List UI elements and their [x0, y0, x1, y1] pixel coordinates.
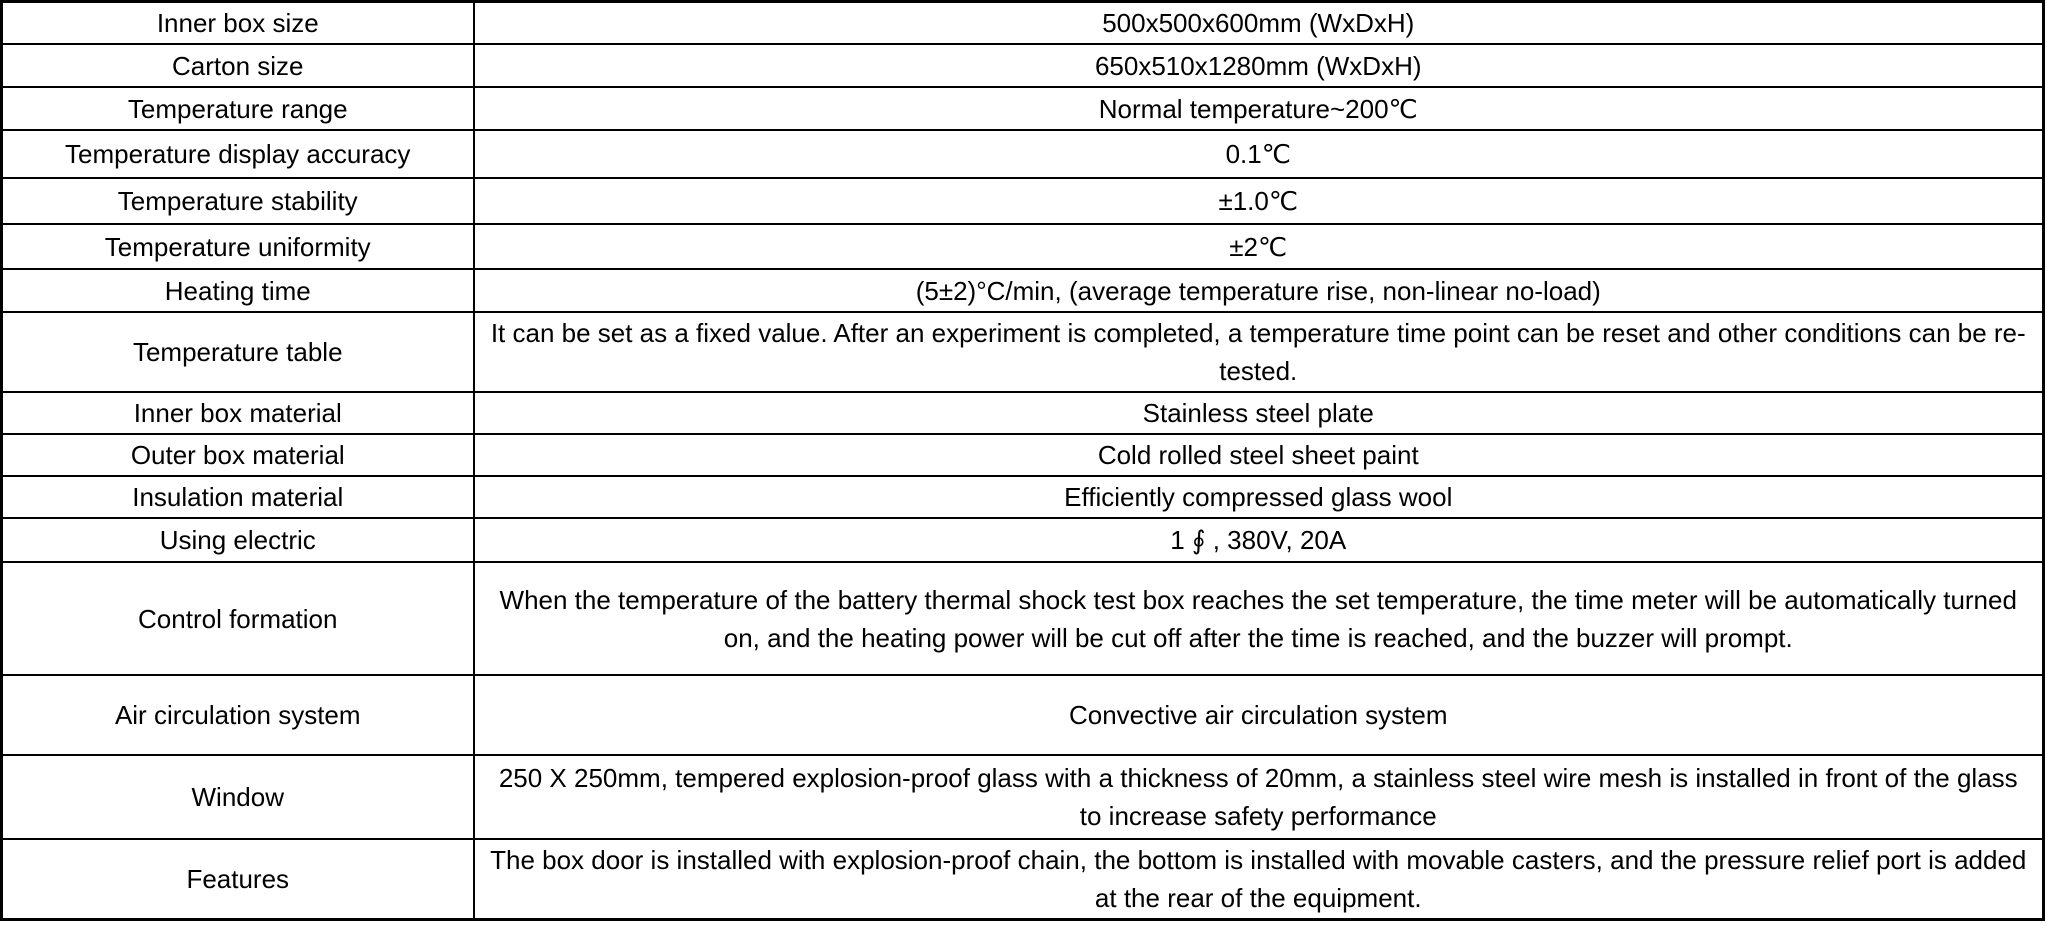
table-row [2, 2, 2044, 45]
spec-value: 500x500x600mm (WxDxH) [474, 2, 2044, 45]
table-row [2, 87, 2044, 130]
spec-label: Temperature table [2, 312, 474, 392]
spec-value: When the temperature of the battery thermal shock test box reaches the set temperature, the time meter will be automatically turned on, and the heating power will be cut off after the time is reached, and the buzzer will prompt. [474, 562, 2044, 675]
spec-label: Window [2, 755, 474, 839]
spec-label: Inner box size [2, 2, 474, 45]
spec-label: Temperature uniformity [2, 224, 474, 269]
table-row [2, 755, 2044, 839]
table-row [2, 562, 2044, 675]
spec-label: Carton size [2, 44, 474, 87]
spec-value: (5±2)°C/min, (average temperature rise, non-linear no-load) [474, 269, 2044, 312]
spec-label: Control formation [2, 562, 474, 675]
table-row [2, 839, 2044, 920]
spec-value: 250 X 250mm, tempered explosion-proof glass with a thickness of 20mm, a stainless steel wire mesh is installed in front of the glass to increase safety performance [474, 755, 2044, 839]
spec-label: Temperature stability [2, 178, 474, 224]
table-row [2, 518, 2044, 562]
spec-value: Stainless steel plate [474, 392, 2044, 434]
spec-label: Temperature range [2, 87, 474, 130]
spec-value: ±1.0℃ [474, 178, 2044, 224]
spec-value: Normal temperature~200℃ [474, 87, 2044, 130]
spec-label: Insulation material [2, 476, 474, 518]
table-row [2, 476, 2044, 518]
table-row [2, 178, 2044, 224]
spec-label: Features [2, 839, 474, 920]
table-row [2, 312, 2044, 392]
table-row [2, 434, 2044, 476]
spec-table-body [2, 2, 2044, 920]
spec-label: Air circulation system [2, 675, 474, 755]
spec-value: The box door is installed with explosion-proof chain, the bottom is installed with movable casters, and the pressure relief port is added at the rear of the equipment. [474, 839, 2044, 920]
spec-value: 1 ∮ , 380V, 20A [474, 518, 2044, 562]
table-row [2, 392, 2044, 434]
spec-label: Outer box material [2, 434, 474, 476]
spec-value: 650x510x1280mm (WxDxH) [474, 44, 2044, 87]
table-row [2, 224, 2044, 269]
spec-value: 0.1℃ [474, 130, 2044, 178]
spec-label: Using electric [2, 518, 474, 562]
spec-value: Convective air circulation system [474, 675, 2044, 755]
table-row [2, 675, 2044, 755]
spec-label: Inner box material [2, 392, 474, 434]
spec-value: ±2℃ [474, 224, 2044, 269]
spec-value: Efficiently compressed glass wool [474, 476, 2044, 518]
spec-label: Temperature display accuracy [2, 130, 474, 178]
table-row [2, 44, 2044, 87]
spec-value: It can be set as a fixed value. After an experiment is completed, a temperature time point can be reset and other conditions can be re-tested. [474, 312, 2044, 392]
table-row [2, 130, 2044, 178]
spec-label: Heating time [2, 269, 474, 312]
spec-value: Cold rolled steel sheet paint [474, 434, 2044, 476]
table-row [2, 269, 2044, 312]
